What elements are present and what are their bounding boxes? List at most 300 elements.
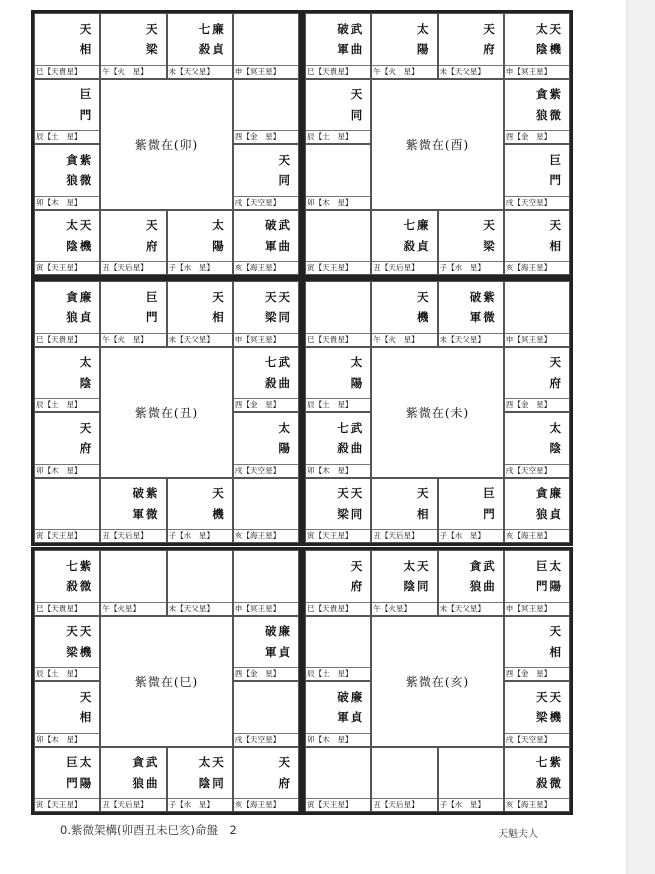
star-label: 梁 xyxy=(483,238,497,253)
star-label: 天天 xyxy=(337,486,365,501)
palace-stars xyxy=(306,80,370,131)
palace-cell-xu xyxy=(504,681,570,747)
star-label: 天 xyxy=(549,624,563,639)
star-label: 貪紫 xyxy=(536,87,563,102)
palace-branch-label: 丑【天后星】 xyxy=(101,798,165,811)
star-label: 同 xyxy=(278,173,292,188)
palace-cell-mao xyxy=(34,412,100,478)
palace-branch-label: 巳【天貴星】 xyxy=(306,602,370,615)
palace-stars xyxy=(234,413,298,464)
star-label: 貪武 xyxy=(132,755,160,770)
palace-cell-si xyxy=(34,13,100,79)
palace-stars xyxy=(372,479,436,530)
star-label: 天 xyxy=(79,689,94,704)
star-label: 府 xyxy=(350,579,365,594)
star-label: 門 xyxy=(483,506,497,521)
star-label: 狼曲 xyxy=(132,775,160,790)
palace-cell-shen xyxy=(504,281,570,347)
palace-cell-chen xyxy=(305,79,371,145)
palace-cell-hai xyxy=(504,747,570,813)
palace-stars xyxy=(35,682,99,733)
star-label: 太天 xyxy=(536,21,563,36)
palace-cell-si xyxy=(305,281,371,347)
palace-stars xyxy=(306,145,370,196)
star-label: 狼貞 xyxy=(536,506,563,521)
palace-branch-label: 亥【海王星】 xyxy=(505,529,569,542)
palace-stars xyxy=(505,211,569,262)
palace-cell-chen xyxy=(305,347,371,413)
palace-cell-wei xyxy=(167,550,233,616)
palace-cell-zi xyxy=(167,210,233,276)
chart-center-title: 紫微在(酉) xyxy=(405,137,470,152)
palace-branch-label: 寅【天王星】 xyxy=(35,529,99,542)
star-label: 梁 xyxy=(146,42,160,57)
palace-stars xyxy=(168,282,232,333)
star-label: 天天 xyxy=(536,689,563,704)
palace-branch-label: 丑【天后星】 xyxy=(372,798,436,811)
star-label: 陰機 xyxy=(66,238,94,253)
palace-branch-label: 亥【海王星】 xyxy=(234,529,298,542)
palace-stars xyxy=(101,551,165,602)
palace-stars xyxy=(35,14,99,65)
palace-cell-zi xyxy=(438,478,504,544)
star-label: 殺曲 xyxy=(265,375,292,390)
ziwei-chart xyxy=(31,10,302,278)
palace-cell-shen xyxy=(233,550,299,616)
star-label: 梁同 xyxy=(265,310,292,325)
star-label: 相 xyxy=(212,310,226,325)
star-label: 軍貞 xyxy=(337,710,365,725)
palace-cell-si xyxy=(305,550,371,616)
palace-branch-label: 未【天父星】 xyxy=(439,602,503,615)
palace-branch-label: 未【天父星】 xyxy=(168,65,232,78)
palace-stars xyxy=(372,211,436,262)
palace-branch-label: 卯【木 星】 xyxy=(35,196,99,209)
star-label: 太天 xyxy=(198,755,226,770)
star-label: 陽 xyxy=(212,238,226,253)
palace-stars xyxy=(505,479,569,530)
star-label: 陽 xyxy=(350,375,365,390)
palace-stars xyxy=(505,348,569,399)
palace-branch-label: 亥【海王星】 xyxy=(505,798,569,811)
palace-cell-mao xyxy=(305,144,371,210)
palace-branch-label: 巳【天貴星】 xyxy=(306,333,370,346)
palace-stars xyxy=(35,479,99,530)
palace-branch-label: 午【火 星】 xyxy=(101,65,165,78)
palace-stars xyxy=(306,348,370,399)
star-label: 太 xyxy=(549,420,563,435)
star-label: 狼微 xyxy=(66,173,94,188)
palace-cell-shen xyxy=(504,550,570,616)
palace-stars xyxy=(35,145,99,196)
star-label: 巨 xyxy=(79,87,94,102)
palace-cell-you xyxy=(504,347,570,413)
palace-cell-wu xyxy=(371,550,437,616)
chart-center xyxy=(371,79,504,210)
palace-branch-label: 子【水 星】 xyxy=(168,529,232,542)
palace-cell-yin xyxy=(305,747,371,813)
palace-branch-label: 未【天父星】 xyxy=(439,333,503,346)
star-label: 七紫 xyxy=(536,755,563,770)
palace-cell-chen xyxy=(34,616,100,682)
palace-branch-label: 寅【天王星】 xyxy=(306,798,370,811)
star-label: 陰 xyxy=(79,375,94,390)
palace-cell-yin xyxy=(34,747,100,813)
star-label: 天 xyxy=(350,558,365,573)
star-label: 巨 xyxy=(549,152,563,167)
palace-cell-hai xyxy=(233,478,299,544)
palace-stars xyxy=(101,14,165,65)
star-label: 破武 xyxy=(265,218,292,233)
palace-cell-mao xyxy=(305,681,371,747)
palace-cell-wei xyxy=(438,281,504,347)
palace-cell-mao xyxy=(305,412,371,478)
palace-cell-you xyxy=(504,79,570,145)
author-signature: 天魁夫人 xyxy=(498,829,538,840)
star-label: 相 xyxy=(549,238,563,253)
palace-branch-label: 戌【天空星】 xyxy=(505,733,569,746)
star-label: 府 xyxy=(278,775,292,790)
palace-cell-zi xyxy=(438,747,504,813)
palace-stars xyxy=(505,617,569,668)
palace-stars xyxy=(372,14,436,65)
palace-cell-chou xyxy=(371,747,437,813)
palace-cell-hai xyxy=(233,210,299,276)
star-label: 陰同 xyxy=(198,775,226,790)
palace-branch-label: 申【冥王星】 xyxy=(505,65,569,78)
star-label: 貪廉 xyxy=(66,289,94,304)
palace-stars xyxy=(505,551,569,602)
star-label: 狼曲 xyxy=(469,579,497,594)
palace-stars xyxy=(35,282,99,333)
palace-cell-xu xyxy=(504,412,570,478)
palace-cell-yin xyxy=(305,478,371,544)
palace-branch-label: 戌【天空星】 xyxy=(234,464,298,477)
palace-stars xyxy=(234,551,298,602)
star-label: 門 xyxy=(146,310,160,325)
palace-stars xyxy=(101,211,165,262)
star-label: 貪武 xyxy=(469,558,497,573)
palace-stars xyxy=(35,748,99,799)
palace-stars xyxy=(439,479,503,530)
star-label: 貪紫 xyxy=(66,152,94,167)
palace-stars xyxy=(505,80,569,131)
star-label: 陰 xyxy=(549,441,563,456)
palace-branch-label: 酉【金 星】 xyxy=(234,667,298,680)
star-label: 天天 xyxy=(66,624,94,639)
star-label: 梁機 xyxy=(536,710,563,725)
palace-cell-xu xyxy=(233,412,299,478)
ziwei-chart xyxy=(302,547,573,815)
palace-branch-label: 巳【天貴星】 xyxy=(306,65,370,78)
star-label: 軍貞 xyxy=(265,644,292,659)
star-label: 天天 xyxy=(265,289,292,304)
palace-cell-you xyxy=(233,616,299,682)
palace-branch-label: 午【火 星】 xyxy=(101,333,165,346)
palace-branch-label: 辰【土 星】 xyxy=(35,667,99,680)
palace-stars xyxy=(168,551,232,602)
star-label: 陰機 xyxy=(536,42,563,57)
star-label: 天 xyxy=(278,755,292,770)
palace-cell-you xyxy=(504,616,570,682)
palace-cell-shen xyxy=(233,281,299,347)
palace-cell-zi xyxy=(438,210,504,276)
palace-stars xyxy=(439,282,503,333)
palace-stars xyxy=(35,348,99,399)
palace-stars xyxy=(306,551,370,602)
palace-branch-label: 申【冥王星】 xyxy=(234,333,298,346)
star-label: 七廉 xyxy=(403,218,431,233)
palace-branch-label: 未【天父星】 xyxy=(168,602,232,615)
palace-branch-label: 丑【天后星】 xyxy=(101,261,165,274)
star-label: 太 xyxy=(79,355,94,370)
palace-cell-si xyxy=(305,13,371,79)
palace-cell-mao xyxy=(34,681,100,747)
palace-branch-label: 酉【金 星】 xyxy=(234,130,298,143)
chart-center xyxy=(371,616,504,747)
palace-stars xyxy=(505,282,569,333)
palace-stars xyxy=(439,211,503,262)
palace-stars xyxy=(306,14,370,65)
palace-branch-label: 辰【土 星】 xyxy=(306,130,370,143)
palace-branch-label: 戌【天空星】 xyxy=(234,733,298,746)
palace-stars xyxy=(505,145,569,196)
palace-branch-label: 亥【海王星】 xyxy=(234,261,298,274)
palace-stars xyxy=(35,413,99,464)
page-caption: 0.紫微架構(卯酉丑未巳亥)命盤 2 xyxy=(60,823,237,837)
star-label: 梁同 xyxy=(337,506,365,521)
star-label: 陽 xyxy=(417,42,431,57)
palace-cell-xu xyxy=(504,144,570,210)
star-label: 太天 xyxy=(403,558,431,573)
palace-branch-label: 寅【天王星】 xyxy=(306,261,370,274)
palace-branch-label: 子【水 星】 xyxy=(168,261,232,274)
star-label: 陽 xyxy=(278,441,292,456)
palace-cell-hai xyxy=(504,210,570,276)
star-label: 府 xyxy=(549,375,563,390)
star-label: 殺貞 xyxy=(198,42,226,57)
palace-stars xyxy=(35,211,99,262)
palace-stars xyxy=(505,682,569,733)
palace-cell-you xyxy=(233,79,299,145)
palace-cell-zi xyxy=(167,747,233,813)
star-label: 破廉 xyxy=(265,624,292,639)
palace-stars xyxy=(35,617,99,668)
palace-branch-label: 午【火星】 xyxy=(101,602,165,615)
palace-cell-wu xyxy=(100,281,166,347)
palace-branch-label: 申【冥王星】 xyxy=(505,333,569,346)
palace-stars xyxy=(234,682,298,733)
palace-branch-label: 辰【土 星】 xyxy=(306,667,370,680)
palace-branch-label: 酉【金 星】 xyxy=(505,398,569,411)
palace-cell-wei xyxy=(438,550,504,616)
star-label: 同 xyxy=(350,107,365,122)
palace-stars xyxy=(168,748,232,799)
star-label: 相 xyxy=(79,710,94,725)
palace-stars xyxy=(234,145,298,196)
star-label: 貪廉 xyxy=(536,486,563,501)
chart-center xyxy=(100,79,233,210)
star-label: 太 xyxy=(278,420,292,435)
star-label: 七紫 xyxy=(66,558,94,573)
palace-stars xyxy=(168,14,232,65)
palace-branch-label: 子【水 星】 xyxy=(168,798,232,811)
star-label: 天 xyxy=(417,289,431,304)
star-label: 太天 xyxy=(66,218,94,233)
star-label: 相 xyxy=(549,644,563,659)
star-label: 殺微 xyxy=(536,775,563,790)
palace-stars xyxy=(306,282,370,333)
palace-cell-chou xyxy=(371,210,437,276)
page-edge-strip xyxy=(626,0,655,874)
palace-branch-label: 寅【天王星】 xyxy=(35,261,99,274)
ziwei-chart xyxy=(302,278,573,546)
palace-branch-label: 亥【海王星】 xyxy=(234,798,298,811)
palace-stars xyxy=(234,748,298,799)
chart-center-title: 紫微在(未) xyxy=(405,405,470,420)
palace-branch-label: 辰【土 星】 xyxy=(35,130,99,143)
palace-branch-label: 戌【天空星】 xyxy=(234,196,298,209)
palace-cell-wei xyxy=(167,281,233,347)
palace-stars xyxy=(234,617,298,668)
star-label: 陰同 xyxy=(403,579,431,594)
star-label: 天 xyxy=(278,152,292,167)
palace-stars xyxy=(234,211,298,262)
palace-stars xyxy=(505,413,569,464)
palace-stars xyxy=(234,348,298,399)
palace-branch-label: 寅【天王星】 xyxy=(35,798,99,811)
star-label: 梁機 xyxy=(66,644,94,659)
palace-branch-label: 辰【土 星】 xyxy=(35,398,99,411)
star-label: 府 xyxy=(483,42,497,57)
palace-stars xyxy=(372,282,436,333)
palace-branch-label: 卯【木 星】 xyxy=(35,464,99,477)
chart-center-title: 紫微在(卯) xyxy=(134,137,199,152)
star-label: 門 xyxy=(79,107,94,122)
ziwei-chart xyxy=(302,10,573,278)
palace-stars xyxy=(101,748,165,799)
star-label: 天 xyxy=(549,355,563,370)
palace-cell-chou xyxy=(100,210,166,276)
star-label: 天 xyxy=(417,486,431,501)
chart-center-title: 紫微在(丑) xyxy=(134,405,199,420)
palace-cell-xu xyxy=(233,144,299,210)
palace-cell-wei xyxy=(438,13,504,79)
star-label: 天 xyxy=(212,486,226,501)
palace-stars xyxy=(505,14,569,65)
star-label: 破紫 xyxy=(132,486,160,501)
palace-stars xyxy=(35,551,99,602)
palace-cell-wu xyxy=(371,281,437,347)
palace-cell-chou xyxy=(371,478,437,544)
star-label: 門陽 xyxy=(66,775,94,790)
palace-branch-label: 寅【天王星】 xyxy=(306,529,370,542)
palace-cell-chen xyxy=(34,347,100,413)
palace-branch-label: 辰【土 星】 xyxy=(306,398,370,411)
star-label: 狼微 xyxy=(536,107,563,122)
palace-branch-label: 午【火 星】 xyxy=(372,65,436,78)
palace-stars xyxy=(372,551,436,602)
chart-center-title: 紫微在(亥) xyxy=(405,674,470,689)
palace-stars xyxy=(234,80,298,131)
palace-cell-you xyxy=(233,347,299,413)
palace-cell-zi xyxy=(167,478,233,544)
palace-branch-label: 酉【金 星】 xyxy=(234,398,298,411)
star-label: 太 xyxy=(350,355,365,370)
palace-stars xyxy=(372,748,436,799)
star-label: 太 xyxy=(417,21,431,36)
palace-branch-label: 子【水 星】 xyxy=(439,798,503,811)
palace-cell-mao xyxy=(34,144,100,210)
palace-branch-label: 丑【天后星】 xyxy=(101,529,165,542)
star-label: 軍曲 xyxy=(337,42,365,57)
palace-stars xyxy=(101,479,165,530)
star-label: 天 xyxy=(79,21,94,36)
star-label: 天 xyxy=(146,21,160,36)
star-label: 天 xyxy=(350,87,365,102)
palace-branch-label: 卯【木 星】 xyxy=(306,196,370,209)
palace-cell-hai xyxy=(504,478,570,544)
star-label: 府 xyxy=(146,238,160,253)
palace-cell-shen xyxy=(233,13,299,79)
palace-branch-label: 丑【天后星】 xyxy=(372,261,436,274)
star-label: 府 xyxy=(79,441,94,456)
palace-branch-label: 丑【天后星】 xyxy=(372,529,436,542)
palace-branch-label: 子【水 星】 xyxy=(439,261,503,274)
palace-stars xyxy=(306,479,370,530)
palace-cell-chen xyxy=(305,616,371,682)
star-label: 天 xyxy=(212,289,226,304)
palace-stars xyxy=(234,479,298,530)
star-label: 巨 xyxy=(146,289,160,304)
star-label: 軍曲 xyxy=(265,238,292,253)
palace-stars xyxy=(168,211,232,262)
palace-stars xyxy=(306,748,370,799)
star-label: 巨太 xyxy=(536,558,563,573)
ziwei-chart xyxy=(31,547,302,815)
star-label: 七武 xyxy=(337,420,365,435)
palace-branch-label: 卯【木 星】 xyxy=(35,733,99,746)
chart-center xyxy=(100,347,233,478)
palace-stars xyxy=(168,479,232,530)
palace-branch-label: 卯【木 星】 xyxy=(306,464,370,477)
palace-stars xyxy=(306,617,370,668)
palace-stars xyxy=(505,748,569,799)
ziwei-chart xyxy=(31,278,302,546)
palace-stars xyxy=(306,413,370,464)
palace-branch-label: 午【火星】 xyxy=(372,602,436,615)
palace-stars xyxy=(35,80,99,131)
star-label: 機 xyxy=(417,310,431,325)
palace-branch-label: 申【冥王星】 xyxy=(234,65,298,78)
palace-branch-label: 申【冥王星】 xyxy=(505,602,569,615)
palace-cell-chou xyxy=(100,747,166,813)
star-label: 天 xyxy=(549,218,563,233)
star-label: 七廉 xyxy=(198,21,226,36)
star-label: 巨 xyxy=(483,486,497,501)
palace-cell-chen xyxy=(34,79,100,145)
palace-cell-wu xyxy=(371,13,437,79)
star-label: 巨太 xyxy=(66,755,94,770)
chart-center xyxy=(100,616,233,747)
palace-cell-hai xyxy=(233,747,299,813)
star-label: 天 xyxy=(146,218,160,233)
star-label: 門陽 xyxy=(536,579,563,594)
star-label: 天 xyxy=(483,21,497,36)
chart-center xyxy=(371,347,504,478)
star-label: 殺貞 xyxy=(403,238,431,253)
palace-stars xyxy=(234,14,298,65)
